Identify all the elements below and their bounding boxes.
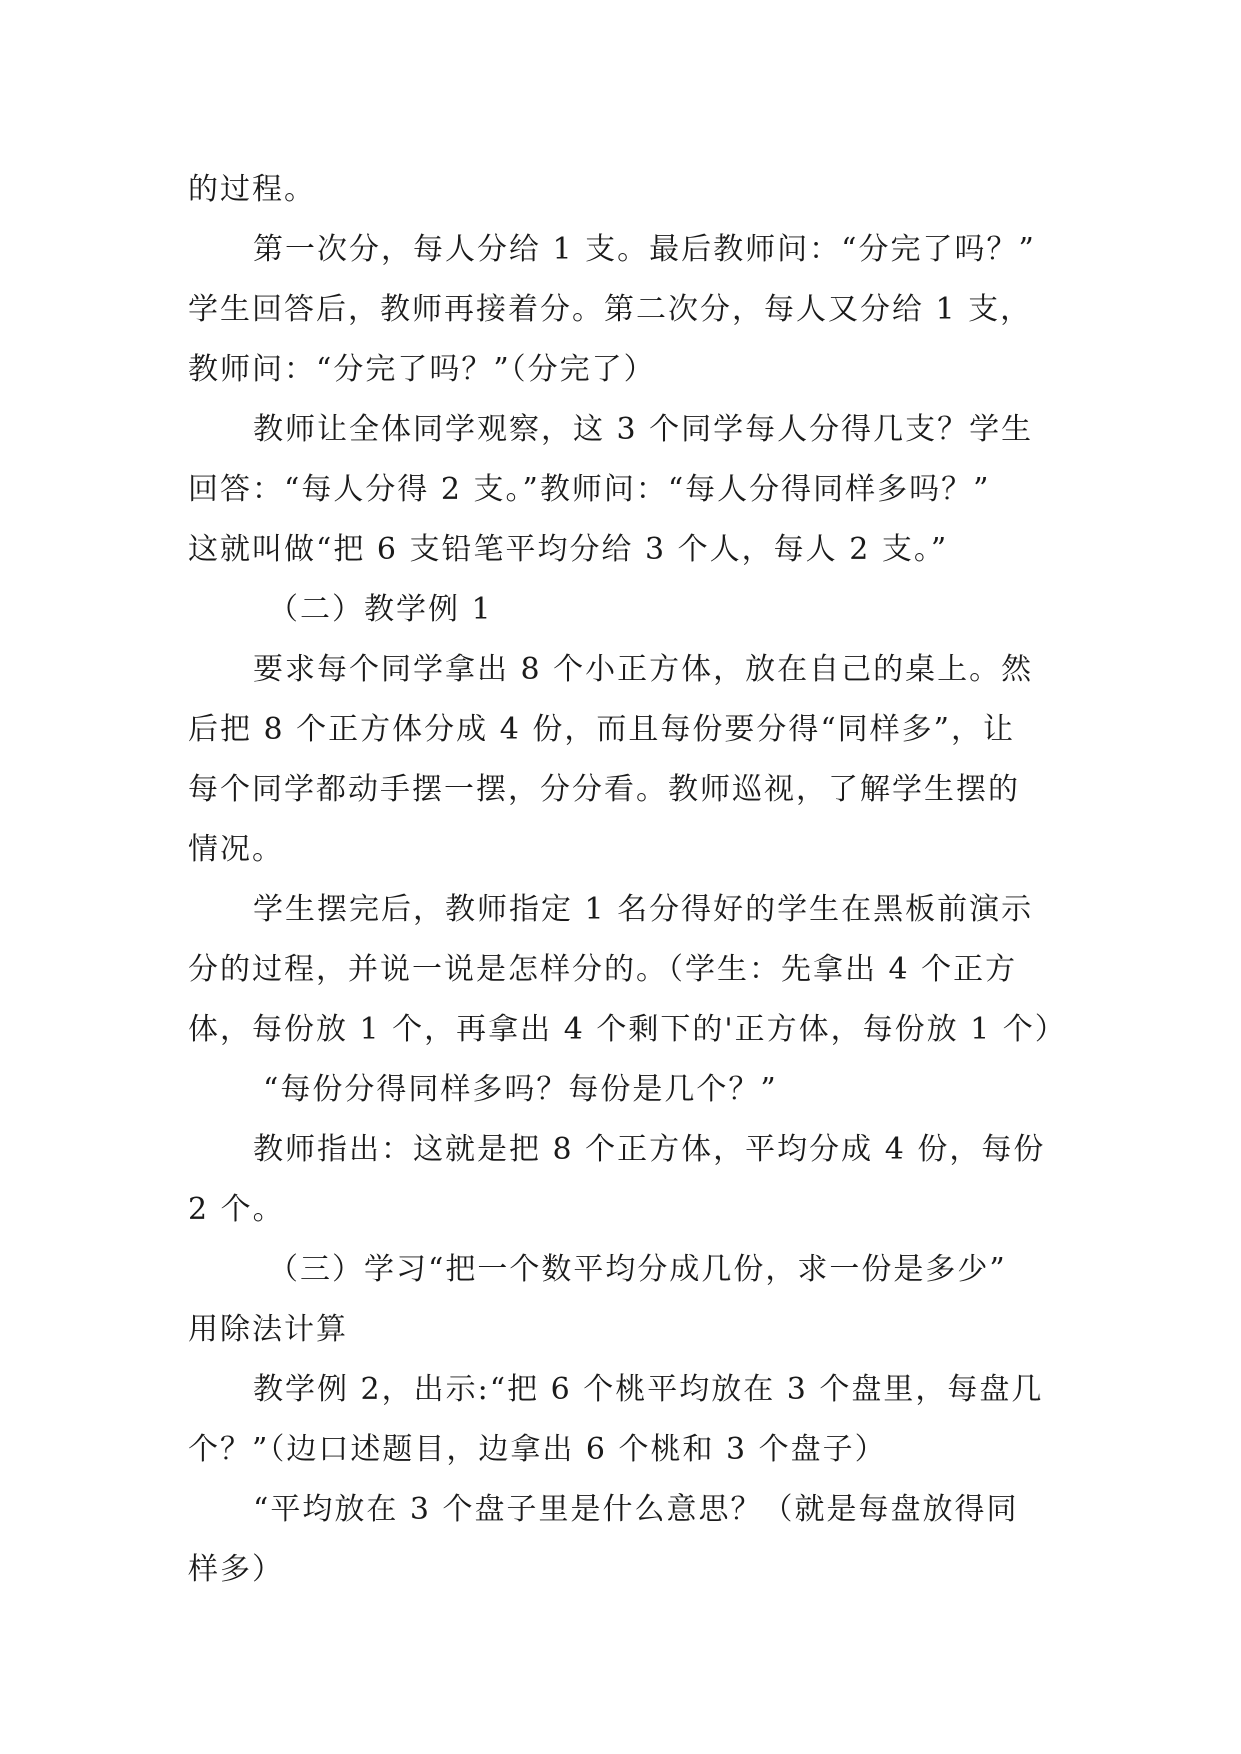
text-line: 教师指出：这就是把 8 个正方体，平均分成 4 份，每份	[253, 1132, 1046, 1167]
text-line: 的过程。	[188, 172, 316, 207]
text-line: 学生回答后，教师再接着分。第二次分，每人又分给 1 支，	[188, 292, 1033, 327]
body-text	[188, 160, 1067, 1600]
text-line: “平均放在 3 个盘子里是什么意思？（就是每盘放得同	[253, 1492, 1019, 1527]
text-line: 每个同学都动手摆一摆，分分看。教师巡视，了解学生摆的	[188, 772, 1020, 807]
text-line: 教学例 2，出示:“把 6 个桃平均放在 3 个盘里，每盘几	[253, 1372, 1044, 1407]
text-line: 个？”（边口述题目，边拿出 6 个桃和 3 个盘子）	[188, 1432, 887, 1467]
text-line: 后把 8 个正方体分成 4 份，而且每份要分得“同样多”，让	[188, 712, 1015, 747]
text-line: 情况。	[188, 832, 284, 867]
text-line: 教师问：“分完了吗？”（分完了）	[188, 352, 656, 387]
text-line: 用除法计算	[188, 1312, 348, 1347]
text-line: “每份分得同样多吗？每份是几个？”	[263, 1072, 778, 1107]
text-line: 这就叫做“把 6 支铅笔平均分给 3 个人，每人 2 支。”	[188, 532, 949, 567]
text-line: 体，每份放 1 个，再拿出 4 个剩下的'正方体，每份放 1 个）	[188, 1012, 1067, 1047]
text-line: 2 个。	[188, 1192, 285, 1227]
text-line: 要求每个同学拿出 8 个小正方体，放在自己的桌上。然	[253, 652, 1034, 687]
text-line: （二）教学例 1	[268, 592, 493, 627]
text-line: 分的过程，并说一说是怎样分的。（学生：先拿出 4 个正方	[188, 952, 1018, 987]
text-line: 教师让全体同学观察，这 3 个同学每人分得几支？学生	[253, 412, 1034, 447]
text-line: 第一次分，每人分给 1 支。最后教师问：“分完了吗？”	[253, 232, 1036, 267]
text-line: 学生摆完后，教师指定 1 名分得好的学生在黑板前演示	[253, 892, 1034, 927]
text-line: （三）学习“把一个数平均分成几份，求一份是多少”	[268, 1252, 1007, 1287]
text-line: 样多）	[188, 1552, 284, 1587]
text-line: 回答：“每人分得 2 支。”教师问：“每人分得同样多吗？”	[188, 472, 991, 507]
